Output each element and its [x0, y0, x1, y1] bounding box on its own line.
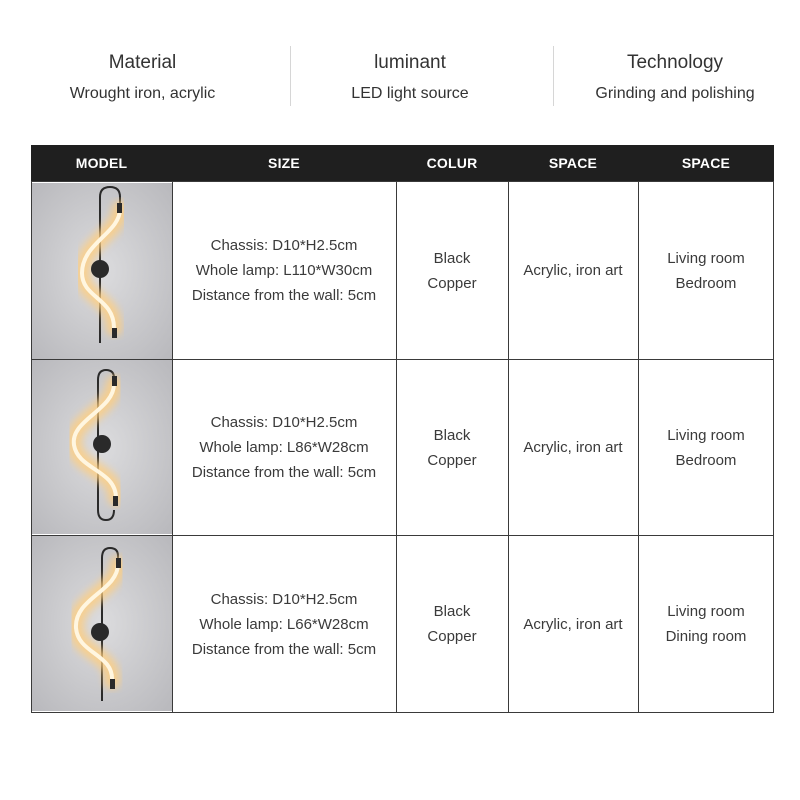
color-cell — [396, 360, 508, 535]
column-header-color: COLUR — [426, 155, 478, 171]
table-border — [31, 181, 774, 182]
color-option: Black — [433, 426, 471, 444]
lamp-size: Whole lamp: L110*W30cm — [195, 262, 373, 279]
table-border — [172, 181, 173, 713]
space-option: Living room — [667, 426, 745, 444]
column-header-model: MODEL — [75, 155, 128, 171]
chassis-size: Chassis: D10*H2.5cm — [210, 414, 358, 431]
size-cell — [172, 536, 396, 712]
table-row — [31, 182, 774, 359]
product-image — [32, 183, 172, 359]
product-table — [31, 145, 774, 713]
wall-distance: Distance from the wall: 5cm — [191, 640, 377, 658]
space-cell — [638, 536, 774, 712]
size-cell — [172, 360, 396, 535]
product-image — [32, 536, 172, 711]
table-border — [31, 181, 32, 713]
material-text: Acrylic, iron art — [523, 615, 623, 633]
space-option: Bedroom — [675, 274, 737, 292]
color-option: Copper — [427, 274, 477, 292]
color-option: Black — [433, 603, 471, 620]
color-option: Copper — [427, 628, 477, 645]
table-border — [31, 359, 774, 360]
space-cell — [638, 182, 774, 359]
lamp-size: Whole lamp: L66*W28cm — [199, 615, 369, 633]
table-border — [638, 181, 639, 713]
column-header-space: SPACE — [681, 155, 731, 171]
size-cell — [172, 182, 396, 359]
chassis-size: Chassis: D10*H2.5cm — [210, 237, 358, 254]
spec-value: LED light source — [351, 85, 469, 102]
spec-summary — [0, 0, 800, 130]
chassis-size: Chassis: D10*H2.5cm — [210, 590, 358, 608]
spec-divider — [553, 46, 554, 106]
table-border — [31, 535, 774, 536]
column-header-size: SIZE — [268, 155, 300, 171]
product-image — [32, 360, 172, 534]
spec-divider — [290, 46, 291, 106]
table-border — [396, 181, 397, 713]
table-border — [773, 181, 774, 713]
spec-luminant — [300, 50, 520, 105]
material-cell — [508, 536, 638, 712]
material-text: Acrylic, iron art — [523, 262, 623, 279]
table-border — [31, 712, 774, 713]
spec-technology — [565, 50, 785, 105]
spec-value: Grinding and polishing — [595, 85, 755, 102]
color-cell — [396, 182, 508, 359]
wall-distance: Distance from the wall: 5cm — [191, 464, 377, 481]
space-option: Dining room — [665, 628, 747, 645]
column-header-material: SPACE — [548, 155, 598, 171]
spec-value: Wrought iron, acrylic — [69, 85, 216, 102]
material-cell — [508, 360, 638, 535]
spec-title: luminant — [374, 52, 446, 73]
space-cell — [638, 360, 774, 535]
spec-title: Technology — [626, 52, 724, 73]
table-row — [31, 536, 774, 712]
space-option: Living room — [667, 249, 745, 267]
color-option: Black — [433, 249, 471, 267]
material-cell — [508, 182, 638, 359]
material-text: Acrylic, iron art — [523, 439, 623, 456]
color-cell — [396, 536, 508, 712]
spec-material — [30, 50, 255, 105]
table-row — [31, 360, 774, 535]
spec-title: Material — [108, 52, 177, 73]
table-border — [508, 181, 509, 713]
table-header — [31, 145, 774, 181]
wall-distance: Distance from the wall: 5cm — [191, 287, 377, 304]
lamp-size: Whole lamp: L86*W28cm — [199, 439, 369, 456]
color-option: Copper — [427, 451, 477, 469]
space-option: Living room — [667, 603, 745, 620]
space-option: Bedroom — [675, 451, 737, 469]
